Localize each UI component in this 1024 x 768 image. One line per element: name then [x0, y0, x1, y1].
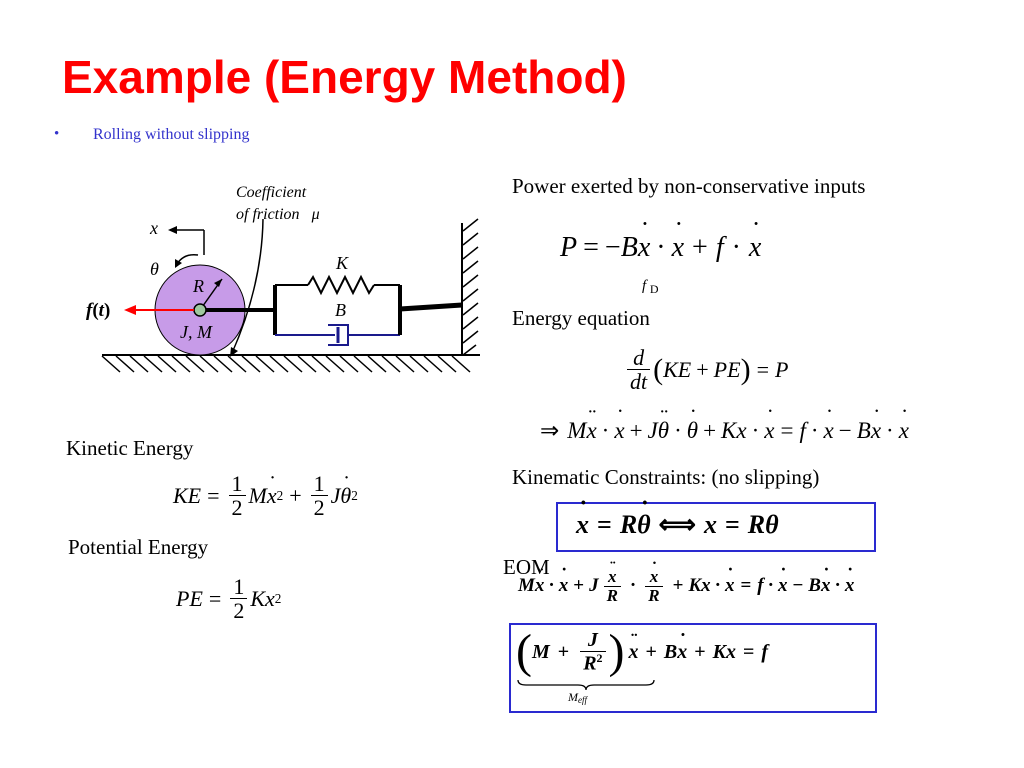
x-arrowhead [168, 226, 177, 234]
center-pin [194, 304, 206, 316]
energy-equation-label: Energy equation [512, 306, 650, 330]
damper-force-f: f [642, 278, 647, 294]
friction-label [236, 182, 320, 226]
potential-energy-label: Potential Energy [68, 535, 209, 559]
kinematic-constraints-label: Kinematic Constraints: (no slipping) [512, 465, 820, 489]
spring-label: K [336, 253, 349, 273]
force-label: f ( t ) [86, 300, 111, 321]
force-arrowhead [124, 305, 136, 315]
bullet-text: Rolling without slipping [93, 126, 250, 143]
bullet-marker: • [54, 126, 60, 142]
ground-hatching [102, 356, 470, 372]
eom-label: EOM [503, 555, 550, 579]
energy-derivative-equation: ⇒ M ¨ x · ˙ x + J ¨ θ · ˙ θ + Kx · ˙ x = f · ˙ x − B ˙ x · ˙ x [540, 418, 909, 444]
mu-symbol: μ [311, 206, 320, 223]
mass-label: J, M [180, 322, 212, 342]
force-label-f: f [86, 300, 93, 321]
friction-label-line2: of friction [236, 206, 300, 223]
theta-arrowhead [175, 259, 182, 268]
force-label-t: t [98, 300, 104, 321]
theta-label: θ [150, 259, 159, 279]
meff-label-sub: eff [578, 695, 587, 705]
radius-label: R [193, 276, 204, 296]
damper-force-sub: D [649, 282, 659, 296]
potential-energy-equation: PE = $\frac{1}{2}$ Kx 2 [176, 574, 282, 624]
kinematic-constraint-equation: ˙ x = R ˙ θ ⟺ x = Rθ [576, 510, 779, 540]
kinetic-energy-equation: KE = $\frac{1}{2}$ M ˙ x 2 + $\frac{1}{2}$ J ˙ θ 2 [173, 472, 358, 519]
damper-label: B [335, 300, 346, 320]
eom-result-equation: ( M + $\frac{J}{R^2}$ ) ¨ x + B ˙ x + Kx = f [516, 628, 768, 676]
wall-rod [400, 305, 462, 309]
friction-label-line1: Coefficient [236, 184, 307, 201]
power-label: Power exerted by non-conservative inputs [512, 174, 866, 198]
spring-zigzag [308, 277, 374, 293]
wall-hatching [463, 219, 478, 355]
meff-label-m: M [568, 690, 578, 704]
slide-title: Example (Energy Method) [62, 51, 627, 103]
meff-label [568, 690, 587, 705]
eom-substituted-equation: M ¨ x · ˙ x + J ¨ $\frac{x}{R}$ · ˙ $\frac{x}{R}$ + Kx · ˙ x = f · ˙ x − B ˙ x · ˙ x [518, 568, 854, 605]
kinetic-energy-label: Kinetic Energy [66, 436, 194, 460]
x-label: x [150, 218, 158, 238]
damper-force-label [642, 276, 659, 297]
energy-equation: $\frac{d}{dt}$ ( KE + PE ) = P [624, 346, 788, 393]
power-equation: P = − B ˙ x · ˙ x + f · ˙ x [560, 232, 761, 264]
